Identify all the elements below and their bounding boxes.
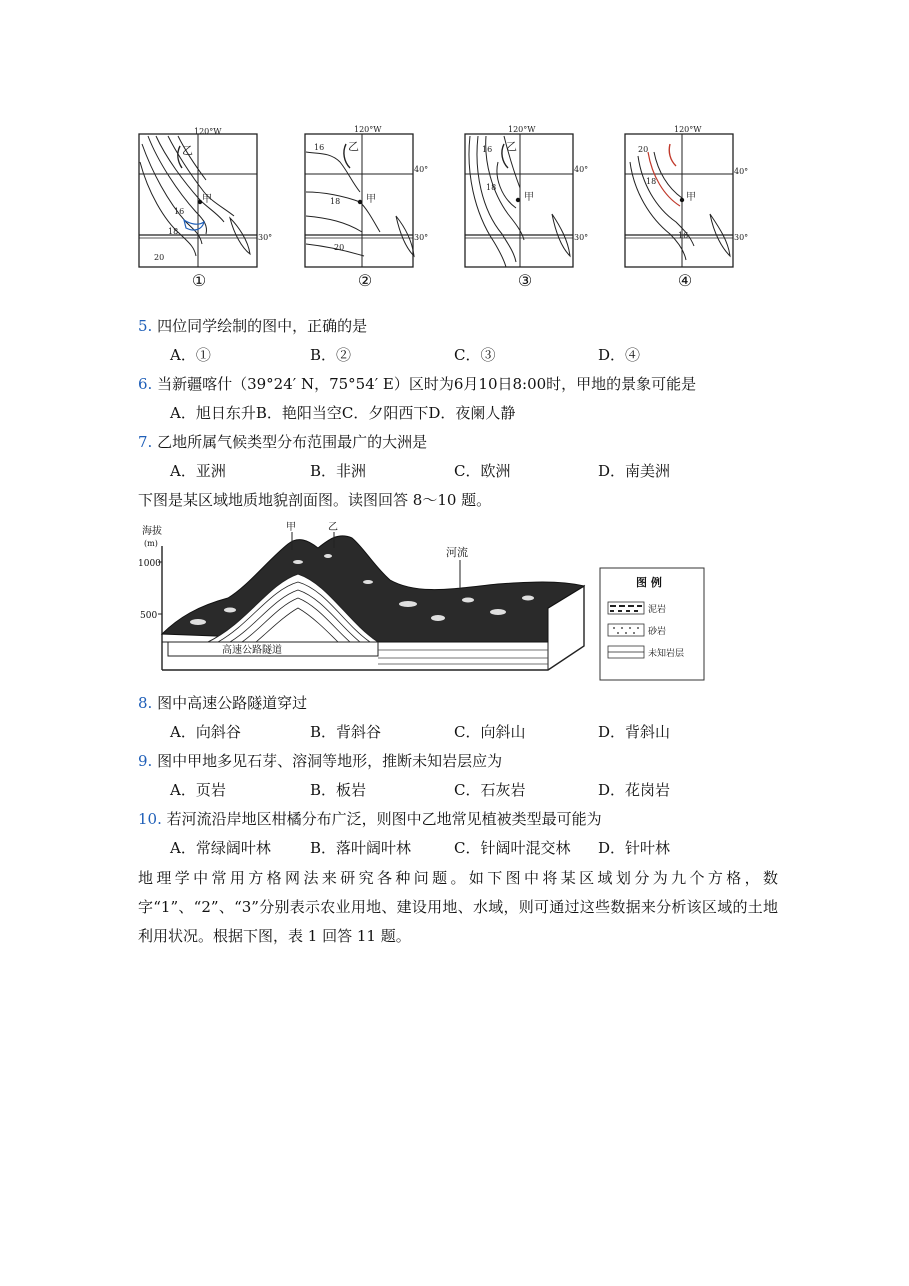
question-10-number: 10. <box>138 810 162 828</box>
legend-title: 图 例 <box>636 576 662 589</box>
q8-option-a: A．向斜谷 <box>170 723 241 741</box>
q9-option-c: C．石灰岩 <box>454 781 526 799</box>
map-4-isoline-20: 20 <box>638 145 649 154</box>
question-8-text: 图中高速公路隧道穿过 <box>157 694 308 712</box>
map-2-place-jia: 甲 <box>366 194 376 205</box>
q7-option-a: A．亚洲 <box>170 462 226 480</box>
map-1-lon-label: 120°W <box>194 127 222 136</box>
map-2-isoline-20: 20 <box>334 243 345 252</box>
map-1-place-jia: 甲 <box>202 194 212 205</box>
question-7 <box>138 432 427 452</box>
map-4-lat-bottom: 30° <box>734 233 749 242</box>
map-4-label: ④ <box>677 271 693 290</box>
profile-label-yi: 乙 <box>328 522 338 533</box>
q10-option-d: D．针叶林 <box>598 839 671 857</box>
geological-profile-drawing <box>138 522 708 684</box>
q5-option-c: C．③ <box>454 346 496 364</box>
question-10 <box>138 809 602 829</box>
q10-option-a: A．常绿阔叶林 <box>170 839 271 857</box>
map-3-lat-top: 40° <box>574 165 589 174</box>
contour-map-2-drawing <box>304 122 429 272</box>
map-1-label: ① <box>191 271 207 290</box>
question-7-text: 乙地所属气候类型分布范围最广的大洲是 <box>157 433 428 451</box>
question-10-text: 若河流沿岸地区柑橘分布广泛，则图中乙地常见植被类型最可能为 <box>166 810 602 828</box>
map-4-isoline-18: 18 <box>646 177 657 186</box>
map-2-label: ② <box>357 271 373 290</box>
question-9-number: 9. <box>138 752 153 770</box>
q8-option-d: D．背斜山 <box>598 723 671 741</box>
profile-y-tick-500: 500 <box>140 611 158 621</box>
grid-method-paragraph: 地理学中常用方格网法来研究各种问题。如下图中将某区域划分为九个方格，数字“1”、“2”、“3”分别表示农业用地、建设用地、水域，则可通过这些数据来分析该区域的土地利用状况。根据下图，表 1 回答 11 题。 <box>138 869 778 945</box>
map-3-lon-label: 120°W <box>508 125 536 134</box>
map-3-lat-bottom: 30° <box>574 233 589 242</box>
question-5-number: 5. <box>138 317 153 335</box>
map-1-isoline-18: 18 <box>168 227 179 236</box>
map-3-place-jia: 甲 <box>524 192 534 203</box>
profile-tunnel-label: 高速公路隧道 <box>222 645 282 656</box>
q7-option-c: C．欧洲 <box>454 462 511 480</box>
q9-option-d: D．花岗岩 <box>598 781 671 799</box>
map-3-isoline-16: 16 <box>482 145 493 154</box>
map-2-lat-top: 40° <box>414 165 429 174</box>
geological-profile <box>138 522 708 684</box>
legend-item-sandstone: 砂岩 <box>648 627 667 637</box>
map-2-isoline-18: 18 <box>330 197 341 206</box>
q5-option-a: A．① <box>170 346 211 364</box>
q8-option-c: C．向斜山 <box>454 723 526 741</box>
profile-label-jia: 甲 <box>286 522 296 533</box>
q10-option-c: C．针阔叶混交林 <box>454 839 571 857</box>
map-2-isoline-16: 16 <box>314 143 325 152</box>
map-3-isoline-18: 18 <box>486 183 497 192</box>
question-7-number: 7. <box>138 433 153 451</box>
map-4-lat-top: 40° <box>734 167 749 176</box>
q8-option-b: B．背斜谷 <box>310 723 382 741</box>
q6-options: A．旭日东升B．艳阳当空C．夕阳西下D．夜阑人静 <box>170 404 516 422</box>
contour-map-4 <box>624 122 749 294</box>
question-9 <box>138 751 502 771</box>
legend-item-unknown-layer: 未知岩层 <box>648 649 685 659</box>
q5-option-d: D．④ <box>598 346 641 364</box>
question-6 <box>138 374 696 394</box>
q7-option-b: B．非洲 <box>310 462 367 480</box>
question-5 <box>138 316 367 336</box>
question-6-number: 6. <box>138 375 153 393</box>
contour-map-1 <box>138 122 273 294</box>
map-4-lon-label: 120°W <box>674 125 702 134</box>
map-4-isoline-16: 16 <box>678 231 689 240</box>
legend-item-mudstone: 泥岩 <box>648 605 667 615</box>
map-1-isoline-20: 20 <box>154 253 165 262</box>
map-3-place-yi: 乙 <box>506 140 517 153</box>
question-9-text: 图中甲地多见石芽、溶洞等地形，推断未知岩层应为 <box>157 752 503 770</box>
map-4-place-jia: 甲 <box>686 192 696 203</box>
profile-y-axis-title: 海拔 <box>142 526 162 537</box>
contour-map-2 <box>304 122 429 294</box>
q10-option-b: B．落叶阔叶林 <box>310 839 412 857</box>
map-2-lon-label: 120°W <box>354 125 382 134</box>
q9-option-b: B．板岩 <box>310 781 367 799</box>
contour-map-3 <box>464 122 589 294</box>
map-1-place-yi: 乙 <box>182 144 193 157</box>
profile-y-axis-unit: (m) <box>144 539 158 548</box>
map-1-isoline-16: 16 <box>174 207 185 216</box>
profile-y-tick-1000: 1000 <box>138 559 161 569</box>
question-8-number: 8. <box>138 694 153 712</box>
map-3-label: ③ <box>517 271 533 290</box>
profile-river-label: 河流 <box>446 546 468 559</box>
question-8 <box>138 693 307 713</box>
question-6-text: 当新疆喀什（39°24′ N，75°54′ E）区时为6月10日8:00时，甲地的景象可能是 <box>157 375 697 393</box>
contour-map-3-drawing <box>464 122 589 272</box>
map-2-lat-bottom: 30° <box>414 233 429 242</box>
intro-questions-8-10: 下图是某区域地质地貌剖面图。读图回答 8～10 题。 <box>138 491 492 509</box>
question-5-text: 四位同学绘制的图中，正确的是 <box>157 317 368 335</box>
contour-map-1-drawing <box>138 122 273 272</box>
contour-maps <box>138 122 778 294</box>
map-2-place-yi: 乙 <box>348 140 359 153</box>
q7-option-d: D．南美洲 <box>598 462 671 480</box>
contour-map-4-drawing <box>624 122 749 272</box>
map-1-lat-bottom: 30° <box>258 233 273 242</box>
q9-option-a: A．页岩 <box>170 781 226 799</box>
q5-option-b: B．② <box>310 346 352 364</box>
